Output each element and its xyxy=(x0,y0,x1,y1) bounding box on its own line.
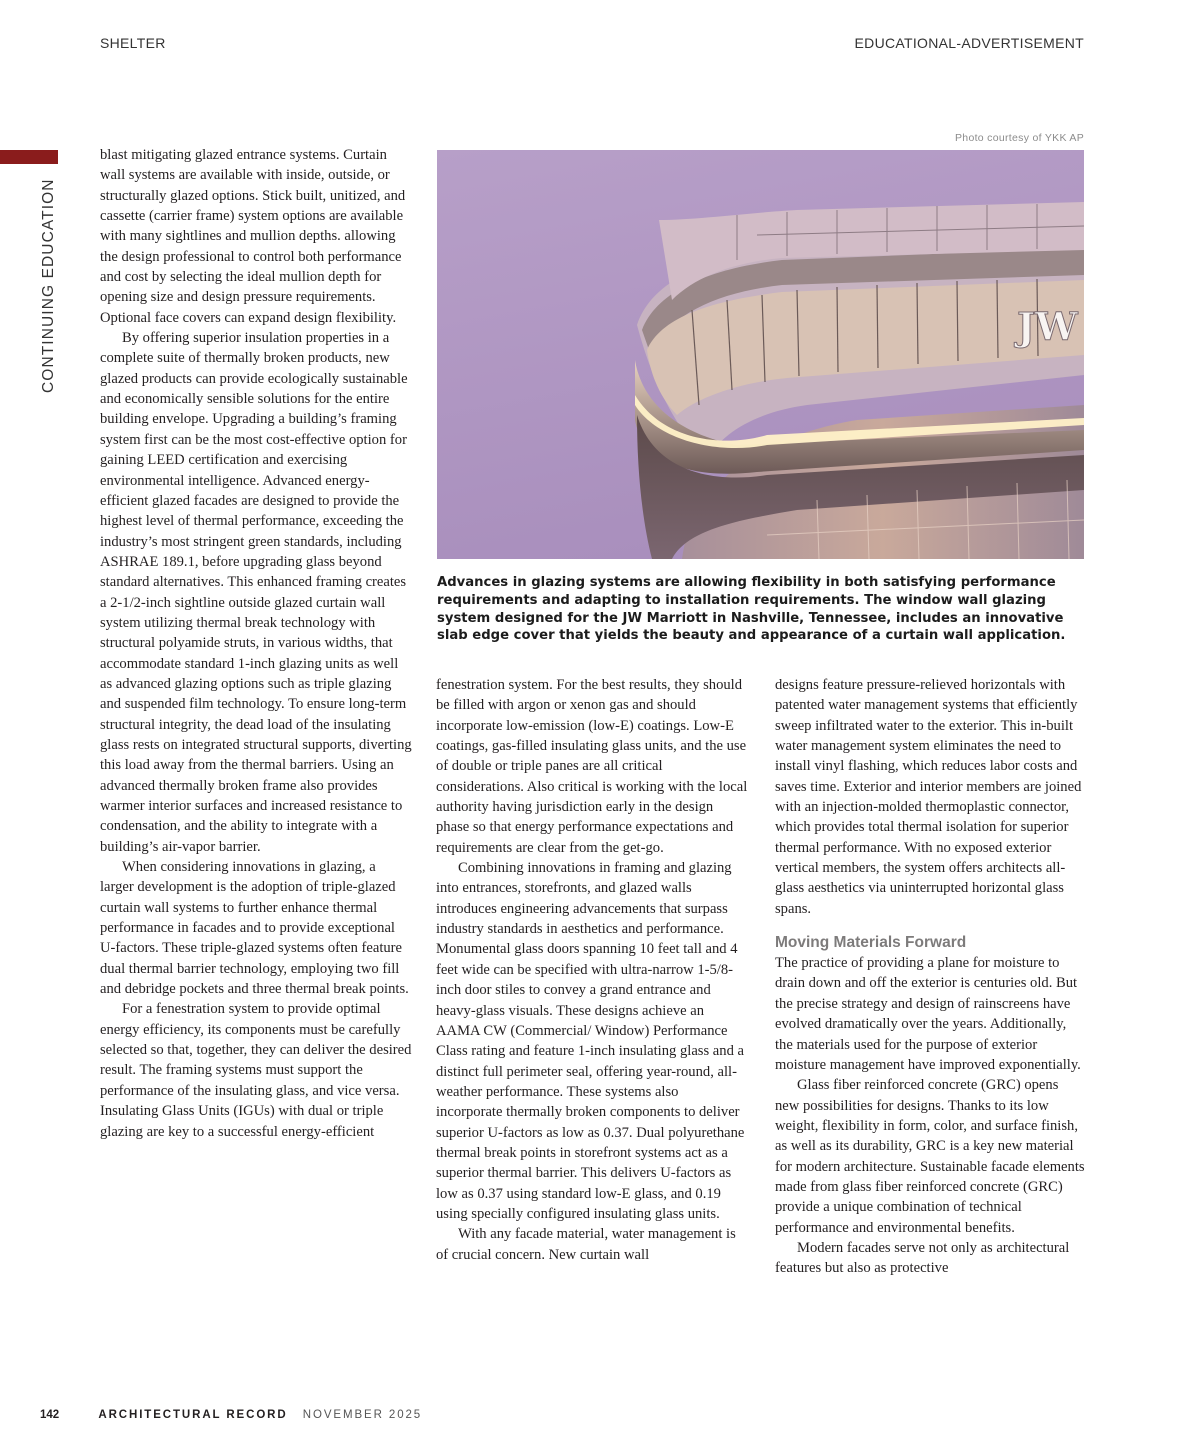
magazine-title: ARCHITECTURAL RECORD xyxy=(98,1409,288,1421)
issue-date: NOVEMBER 2025 xyxy=(302,1409,423,1421)
photo-caption: Advances in glazing systems are allowing flexibility in both satisfying performance requirements and adapting to installation requirements. The window wall glazing system designed for the JW Marriott in Nashville, Tennessee, includes an innovative slab edge cover that yields the beauty and appearance of a curtain wall application. xyxy=(437,575,1066,644)
body-paragraph: By offering superior insulation properties in a complete suite of thermally broken products, new glazed products can provide ecologically sustainable and economically sensible solutions for the entire building envelope. Upgrading a building’s framing system first can be the most cost-effective option for gaining LEED certification and exercising environmental intelligence. Advanced energy-efficient glazed facades are designed to provide the highest level of thermal performance, exceeding the industry’s most stringent green standards, including ASHRAE 189.1, before upgrading glass beyond standard alternatives. This enhanced framing creates a 2-1/2-inch sightline outside glazed curtain wall system utilizing thermal break technology with structural polyamide struts, in various widths, that accommodate standard 1-inch glazing units as well as advanced glazing options such as triple glazing and suspended film technology. To ensure long-term structural integrity, the dead load of the insulating glass rests on integrated structural supports, diverting this load away from the thermal barriers. Using an advanced thermally broken frame also provides warmer interior surfaces and increased resistance to condensation, and the ability to integrate with a building’s air-vapor barrier. xyxy=(100,330,412,855)
building-photo xyxy=(437,150,1084,559)
body-paragraph: blast mitigating glazed entrance systems. Curtain wall systems are available with inside, outside, or structurally glazed options. Stick built, unitized, and cassette (carrier frame) system options are available with many sightlines and mullion depths. allowing the design professional to control both performance and cost by selecting the ideal mullion depth for opening size and design pressure requirements. Optional face covers can expand design flexibility. xyxy=(100,147,406,326)
advertisement-label: EDUCATIONAL-ADVERTISEMENT xyxy=(854,35,1084,51)
body-paragraph: For a fenestration system to provide optimal energy efficiency, its components must be carefully selected so that, together, they can deliver the desired result. The framing systems must support the performance of the insulating glass, and vice versa. Insulating Glass Units (IGUs) with dual or triple glazing are key to a successful energy-efficient xyxy=(100,1001,412,1140)
body-paragraph: With any facade material, water management is of crucial concern. New curtain wall xyxy=(436,1226,736,1263)
body-paragraph: fenestration system. For the best results, they should be filled with argon or xenon gas and should incorporate low-emission (low-E) coatings. Low-E coatings, gas-filled insulating glass units, and the use of double or triple panes are all critical considerations. Also critical is working with the local authority having jurisdiction early in the design phase so that energy performance expectations and requirements are clear from the get-go. xyxy=(436,677,748,856)
continuing-education-label: CONTINUING EDUCATION xyxy=(40,178,57,393)
body-paragraph: Glass fiber reinforced concrete (GRC) opens new possibilities for designs. Thanks to its low weight, flexibility in form, color, and surface finish, as well as its durability, GRC is a key new material for modern architecture. Sustainable facade elements made from glass fiber reinforced concrete (GRC) provide a unique combination of technical performance and environmental benefits. xyxy=(775,1077,1085,1236)
jw-sign xyxy=(1014,304,1079,349)
body-paragraph: Combining innovations in framing and glazing into entrances, storefronts, and glazed walls introduces engineering advancements that surpass industry standards in aesthetics and performance. Monumental glass doors spanning 10 feet tall and 4 feet wide can be specified with ultra-narrow 1-5/8-inch door stiles to convey a grand entrance and heavy-glass visuals. These designs achieve an AAMA CW (Commercial/ Window) Performance Class rating and feature 1-inch insulating glass and a distinct full perimeter seal, offering year-round, all-weather performance. These systems also incorporate thermally broken components to deliver superior U-factors as low as 0.37. Dual polyurethane thermal break points in storefront systems act as a superior thermal barrier. This delivers U-factors as low as 0.37 using standard low-E glass, and 0.19 using specially configured insulating glass units. xyxy=(436,860,745,1222)
body-paragraph: Modern facades serve not only as architectural features but also as protective xyxy=(775,1239,1070,1277)
section-label: SHELTER xyxy=(100,35,166,51)
side-accent-bar xyxy=(0,150,58,164)
body-paragraph: When considering innovations in glazing, a larger development is the adoption of triple-glazed curtain wall systems to further enhance thermal performance in facades and to provide exceptional U-factors. These triple-glazed systems often feature dual thermal barrier technology, employing two fill and debridge pockets and three thermal break points. xyxy=(100,859,409,998)
body-paragraph: designs feature pressure-relieved horizontals with patented water management systems that efficiently sweep infiltrated water to the exterior. This in-built water management system eliminates the need to install vinyl flashing, which reduces labor costs and saves time. Exterior and interior members are joined with an injection-molded thermoplastic connector, which provides total thermal isolation for superior thermal performance. With no exposed exterior vertical members, the system offers architects all-glass aesthetics via uninterrupted horizontal glass spans. xyxy=(775,677,1082,917)
text-column-2 xyxy=(436,675,748,1265)
photo-credit: Photo courtesy of YKK AP xyxy=(955,132,1084,144)
body-paragraph: The practice of providing a plane for moisture to drain down and off the exterior is centuries old. But the precise strategy and design of rainscreens have evolved dramatically over the years. Additionally, the materials used for the purpose of exterior moisture management have improved exponentially. xyxy=(775,955,1081,1073)
text-column-3 xyxy=(775,675,1085,1279)
page-number: 142 xyxy=(40,1409,60,1421)
text-column-1 xyxy=(100,145,412,1142)
jw-sign-text: JW xyxy=(1017,304,1078,349)
page-footer xyxy=(40,1409,422,1421)
section-subheading: Moving Materials Forward xyxy=(775,934,967,952)
